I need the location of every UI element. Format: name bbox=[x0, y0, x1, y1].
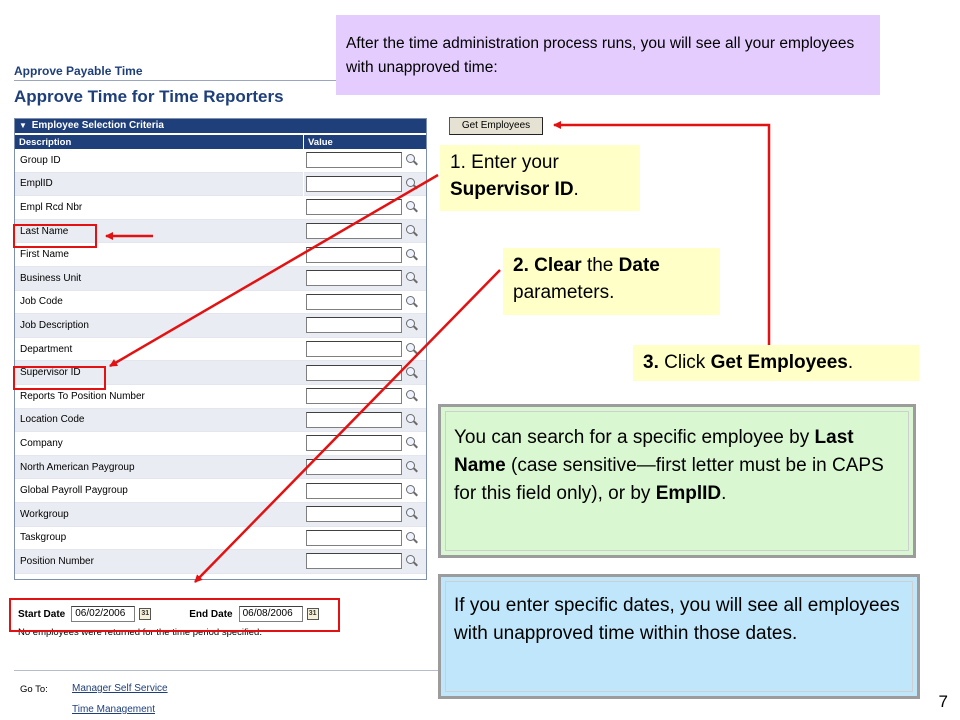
step3-text: Click bbox=[664, 352, 706, 373]
collapse-triangle-icon[interactable]: ▼ bbox=[19, 121, 27, 130]
arrow-to-dates bbox=[195, 270, 500, 582]
goto-label: Go To: bbox=[20, 684, 48, 695]
criteria-label: Empl Rcd Nbr bbox=[20, 201, 83, 213]
step3-number: 3. bbox=[643, 352, 659, 373]
column-header-description: Description bbox=[15, 135, 304, 201]
criteria-label: Location Code bbox=[20, 414, 85, 426]
tip-text-3: . bbox=[721, 483, 727, 504]
tip-bold-emplid: EmplID bbox=[655, 483, 722, 504]
no-results-message: No employees were returned for the time period specified. bbox=[18, 627, 262, 638]
criteria-label: Global Payroll Paygroup bbox=[20, 485, 128, 497]
step3-end: . bbox=[847, 352, 854, 373]
section-title: Employee Selection Criteria bbox=[31, 120, 164, 131]
page-title: Approve Time for Time Reporters bbox=[14, 87, 284, 106]
link-time-management[interactable]: Time Management bbox=[72, 704, 155, 715]
criteria-label: Supervisor ID bbox=[20, 367, 81, 379]
page-number: 7 bbox=[938, 692, 948, 711]
step2-text: the bbox=[586, 255, 614, 276]
arrow-to-supervisor-id bbox=[110, 175, 438, 366]
calendar-icon[interactable]: 31 bbox=[307, 608, 319, 620]
criteria-label: Job Description bbox=[20, 319, 89, 331]
step1-bold: Supervisor ID bbox=[450, 179, 574, 200]
criteria-label: Job Code bbox=[20, 296, 63, 308]
step1-number: 1. bbox=[450, 152, 466, 173]
column-header-value: Value bbox=[308, 137, 333, 148]
step3-bold: Get Employees bbox=[710, 352, 848, 373]
dates-tip-text: If you enter specific dates, you will see all employees with unapproved time within those dates. bbox=[445, 581, 913, 692]
criteria-label: Department bbox=[20, 343, 73, 355]
intro-callout: After the time administration process runs, you will see all your employees with unapproved time: bbox=[336, 15, 880, 95]
step2-number: 2. bbox=[513, 255, 529, 276]
criteria-label: Group ID bbox=[20, 154, 61, 166]
end-date-field[interactable]: 06/08/2006 bbox=[239, 606, 303, 622]
arrow-to-get-employees bbox=[554, 125, 769, 345]
criteria-label: First Name bbox=[20, 249, 69, 261]
end-date-label: End Date bbox=[189, 608, 233, 620]
step2-end: parameters. bbox=[513, 282, 615, 303]
criteria-label: North American Paygroup bbox=[20, 461, 135, 473]
criteria-label: Position Number bbox=[20, 555, 94, 567]
calendar-icon[interactable]: 31 bbox=[139, 608, 151, 620]
breadcrumb: Approve Payable Time bbox=[14, 64, 143, 78]
step1-text: Enter your bbox=[471, 152, 559, 173]
criteria-label: Last Name bbox=[20, 225, 69, 237]
start-date-label: Start Date bbox=[18, 608, 66, 620]
step2-bold-clear: Clear bbox=[534, 255, 582, 276]
tip-text-1: You can search for a specific employee by bbox=[454, 427, 810, 448]
criteria-label: EmplID bbox=[20, 178, 53, 190]
criteria-label: Reports To Position Number bbox=[20, 390, 145, 402]
tip-text-2: (case sensitive—first letter must be in CAPS for this field only), or by bbox=[454, 455, 884, 504]
criteria-label: Workgroup bbox=[20, 508, 69, 520]
get-employees-button[interactable]: Get Employees bbox=[449, 117, 543, 135]
criteria-label: Business Unit bbox=[20, 272, 82, 284]
start-date-field[interactable]: 06/02/2006 bbox=[71, 606, 135, 622]
step2-bold-date: Date bbox=[618, 255, 660, 276]
criteria-label: Taskgroup bbox=[20, 532, 67, 544]
tip-bold-last-name: Last Name bbox=[454, 427, 854, 476]
link-manager-self-service[interactable]: Manager Self Service bbox=[72, 683, 168, 694]
criteria-label: Company bbox=[20, 437, 63, 449]
step1-end: . bbox=[573, 179, 579, 200]
